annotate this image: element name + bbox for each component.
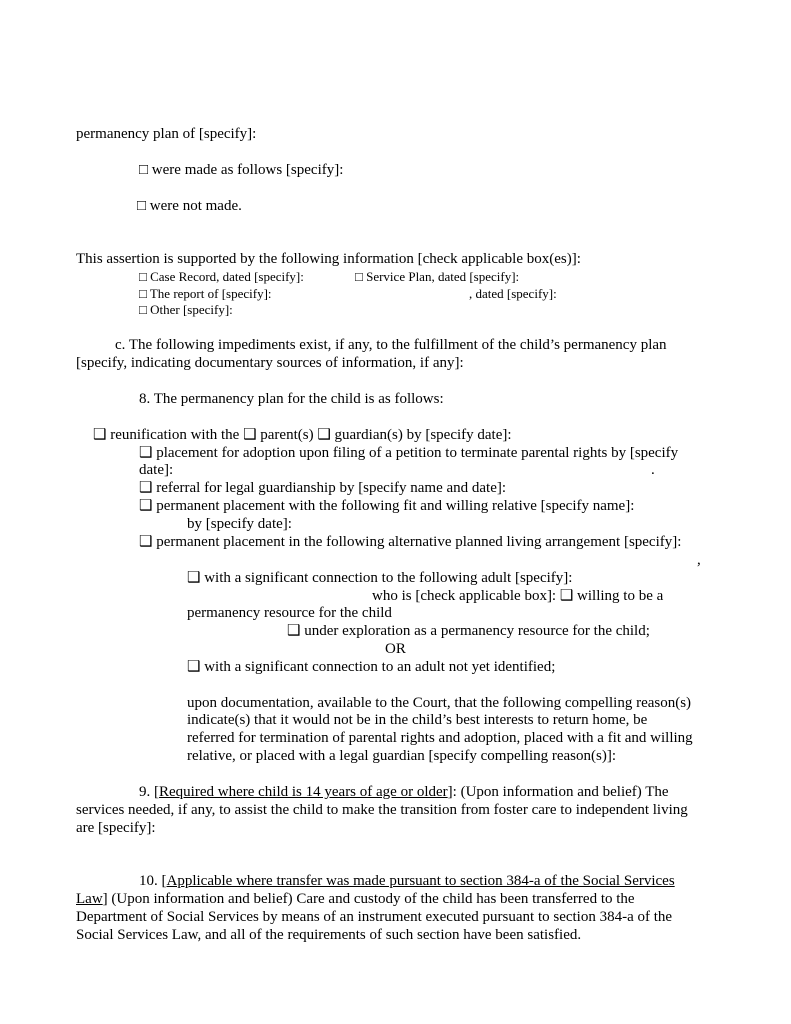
impediments-line-2: [specify, indicating documentary sources of information, if any]: bbox=[76, 355, 464, 371]
impediments-line-1: c. The following impediments exist, if any, to the fulfillment of the child’s permanency plan bbox=[115, 337, 667, 353]
section-10-law: Law bbox=[76, 891, 103, 907]
willing-resource-line-2: permanency resource for the child bbox=[187, 605, 392, 621]
reunification-option: ❑ reunification with the ❑ parent(s) ❑ guardian(s) by [specify date]: bbox=[93, 427, 512, 443]
section-10-line-3: Department of Social Services by means of an instrument executed pursuant to section 384-a of the bbox=[76, 909, 673, 925]
significant-adult-option: ❑ with a significant connection to the following adult [specify]: bbox=[187, 570, 573, 586]
compelling-reason-line-2: indicate(s) that it would not be in the child’s best interests to return home, be bbox=[187, 712, 648, 728]
section-10-applicability: Applicable where transfer was made pursuant to section 384-a of the Social Services bbox=[166, 873, 675, 889]
compelling-reason-line-4: relative, or placed with a legal guardian [specify compelling reason(s)]: bbox=[187, 748, 616, 764]
section-9-line-1 bbox=[139, 783, 669, 801]
section-10-line-4: Social Services Law, and all of the requirements of such section have been satisfied. bbox=[76, 927, 582, 943]
or-separator: OR bbox=[385, 641, 406, 657]
legal-guardianship-option: ❑ referral for legal guardianship by [specify name and date]: bbox=[139, 480, 507, 496]
report-of-option: □ The report of [specify]: bbox=[139, 286, 272, 301]
adoption-option-period: . bbox=[651, 462, 655, 478]
assertion-supported-line: This assertion is supported by the following information [check applicable box(es)]: bbox=[76, 251, 581, 267]
section-9-line-2: services needed, if any, to assist the child to make the transition from foster care to independent living bbox=[76, 802, 688, 818]
efforts-made-option: □ were made as follows [specify]: bbox=[139, 162, 344, 178]
section-9-line-3: are [specify]: bbox=[76, 820, 156, 836]
compelling-reason-line-1: upon documentation, available to the Court, that the following compelling reason(s) bbox=[187, 695, 692, 711]
adult-not-identified-option: ❑ with a significant connection to an adult not yet identified; bbox=[187, 659, 556, 675]
section-10-custody-text: ] (Upon information and belief) Care and custody of the child has been transferred to the bbox=[102, 891, 635, 907]
permanency-plan-of-line: permanency plan of [specify]: bbox=[76, 126, 257, 142]
service-plan-option: □ Service Plan, dated [specify]: bbox=[355, 269, 520, 284]
compelling-reason-line-3: referred for termination of parental rights and adoption, placed with a fit and willing bbox=[187, 730, 693, 746]
relative-by-date-line: by [specify date]: bbox=[187, 516, 292, 532]
efforts-not-made-option: □ were not made. bbox=[137, 198, 242, 214]
appla-option: ❑ permanent placement in the following alternative planned living arrangement [specify]: bbox=[139, 534, 682, 550]
case-record-option: □ Case Record, dated [specify]: bbox=[139, 269, 304, 284]
section-10-prefix: 10. [ bbox=[139, 873, 167, 889]
section-10-line-2 bbox=[76, 890, 635, 908]
adoption-option-line-1: ❑ placement for adoption upon filing of a petition to terminate parental rights by [specify bbox=[139, 445, 679, 461]
report-dated-field: , dated [specify]: bbox=[469, 286, 557, 301]
section-9-prefix: 9. [ bbox=[139, 784, 159, 800]
under-exploration-option: ❑ under exploration as a permanency resource for the child; bbox=[287, 623, 650, 639]
section-10-line-1 bbox=[139, 872, 675, 890]
adoption-option-line-2: date]: bbox=[139, 462, 174, 478]
other-option: □ Other [specify]: bbox=[139, 302, 233, 317]
section-8-heading: 8. The permanency plan for the child is as follows: bbox=[139, 391, 444, 407]
willing-resource-option: who is [check applicable box]: ❑ willing to be a bbox=[372, 588, 664, 604]
fit-willing-relative-option: ❑ permanent placement with the following fit and willing relative [specify name]: bbox=[139, 498, 635, 514]
appla-comma: , bbox=[697, 552, 701, 568]
section-9-suffix: ]: (Upon information and belief) The bbox=[447, 784, 669, 800]
section-9-requirement: Required where child is 14 years of age or older bbox=[159, 784, 448, 800]
